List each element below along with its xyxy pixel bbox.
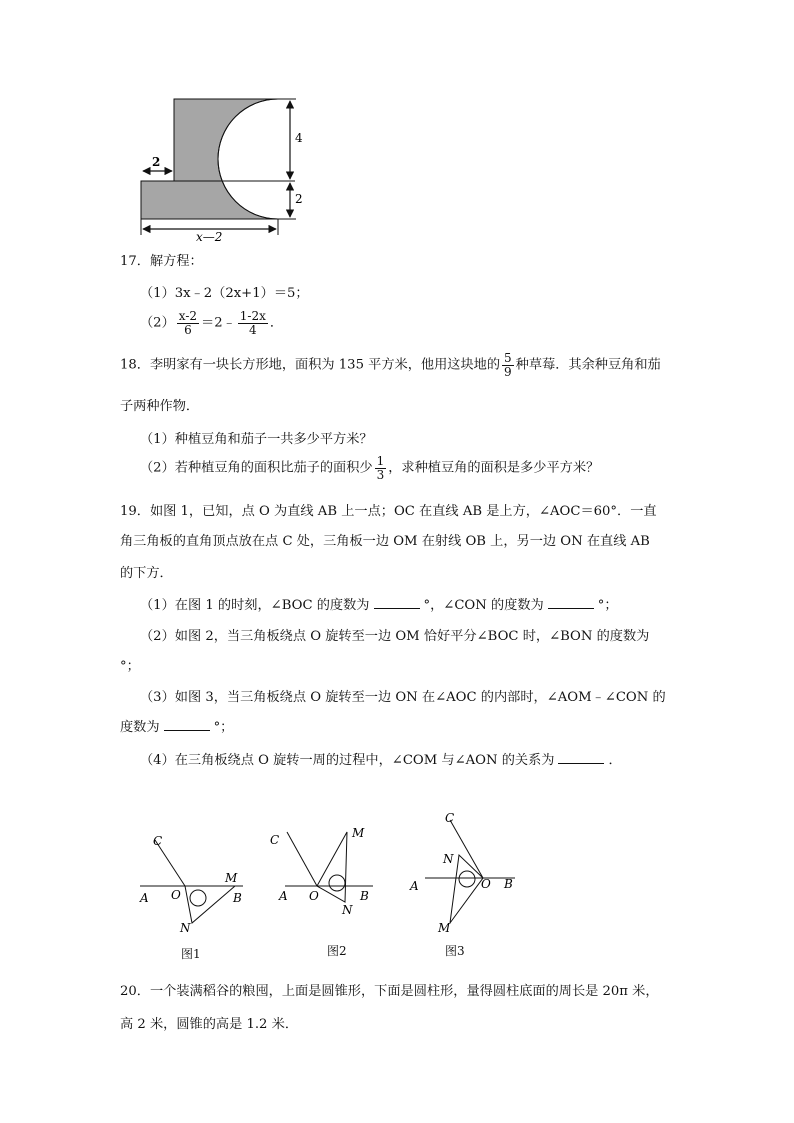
q19-part1: （1）在图 1 的时刻，∠BOC 的度数为 °，∠CON 的度数为 °；: [140, 598, 618, 613]
label-N: N: [443, 852, 454, 866]
fraction-1: $\frac{x-2}{6}$: [178, 309, 198, 337]
q20-line1: 20．一个装满稻谷的粮囤，上面是圆锥形，下面是圆柱形，量得圆柱底面的周长是 20π 米，: [120, 984, 659, 999]
label-2-right: 2: [295, 192, 303, 206]
composite-shape-figure: [120, 90, 320, 245]
q17-part2-end: ．: [269, 315, 284, 331]
figure-1-caption: 图1: [181, 947, 201, 961]
label-4: 4: [295, 131, 303, 145]
q17-part1: （1）3x﹣2（2x+1）＝5；: [140, 286, 309, 301]
q17-part2: [140, 310, 283, 336]
label-A: A: [140, 891, 149, 905]
q19-part2-cont: °；: [120, 659, 140, 674]
q18-part2: （2）若种植豆角的面积比茄子的面积少 $\frac{1}{3}$ ，求种植豆角的面积是多少平方米？: [140, 454, 600, 482]
label-A: A: [410, 879, 419, 893]
answer-blank[interactable]: [548, 598, 594, 609]
q18-line1: 18．李明家有一块长方形地，面积为 135 平方米，他用这块地的 $\frac{5}{9}$ 种草莓．其余种豆角和茄: [120, 351, 661, 379]
label-M: M: [225, 871, 238, 885]
q19-line3: 的下方．: [120, 566, 173, 581]
answer-blank[interactable]: [558, 753, 604, 764]
fraction-5-9: $\frac{5}{9}$: [504, 351, 512, 379]
q19-part2: （2）如图 2，当三角板绕点 O 旋转至一边 OM 恰好平分∠BOC 时，∠BON 的度数为: [140, 629, 650, 644]
fraction-2: $\frac{1-2x}{4}$: [239, 309, 266, 337]
q19-line2: 角三角板的直角顶点放在点 C 处，三角板一边 OM 在射线 OB 上，另一边 ON 在直线 AB: [120, 534, 650, 549]
label-M: M: [438, 921, 451, 935]
figure-3-caption: 图3: [445, 944, 465, 958]
label-M: M: [352, 826, 365, 840]
q18-line2: 子两种作物．: [120, 399, 200, 414]
figure-3: [405, 808, 525, 940]
fraction-1-3: $\frac{1}{3}$: [376, 454, 385, 482]
answer-blank[interactable]: [374, 598, 420, 609]
label-B: B: [360, 889, 369, 903]
label-bottom: x—2: [196, 230, 223, 244]
q17-title: 17．解方程：: [120, 254, 203, 269]
answer-blank[interactable]: [164, 720, 210, 731]
label-C: C: [153, 834, 163, 848]
figure-2-caption: 图2: [327, 944, 347, 958]
q17-part2-mid: ＝2﹣: [201, 315, 236, 331]
q20-line2: 高 2 米，圆锥的高是 1.2 米．: [120, 1017, 299, 1032]
q19-line1: 19．如图 1，已知，点 O 为直线 AB 上一点；OC 在直线 AB 是上方，∠AOC＝60°．一直: [120, 504, 657, 519]
label-O: O: [171, 888, 181, 902]
q19-part3-cont: 度数为 °；: [120, 720, 234, 735]
label-O: O: [481, 877, 491, 891]
label-A: A: [279, 889, 288, 903]
label-O: O: [309, 889, 319, 903]
q19-part3: （3）如图 3，当三角板绕点 O 旋转至一边 ON 在∠AOC 的内部时，∠AOM﹣∠CON 的: [140, 690, 666, 705]
q17-part2-prefix: （2）: [140, 315, 175, 331]
q18-part1: （1）种植豆角和茄子一共多少平方米？: [140, 432, 373, 447]
label-2-left: 2: [152, 155, 161, 169]
label-B: B: [233, 891, 242, 905]
figure-2: [265, 822, 385, 922]
label-N: N: [180, 921, 191, 935]
label-N: N: [342, 903, 353, 917]
shaded-region: [141, 99, 278, 219]
label-B: B: [504, 877, 513, 891]
label-C: C: [270, 833, 280, 847]
q19-part4: （4）在三角板绕点 O 旋转一周的过程中，∠COM 与∠AON 的关系为 ．: [140, 753, 622, 768]
label-C: C: [445, 811, 455, 825]
figure-1: [135, 830, 250, 940]
